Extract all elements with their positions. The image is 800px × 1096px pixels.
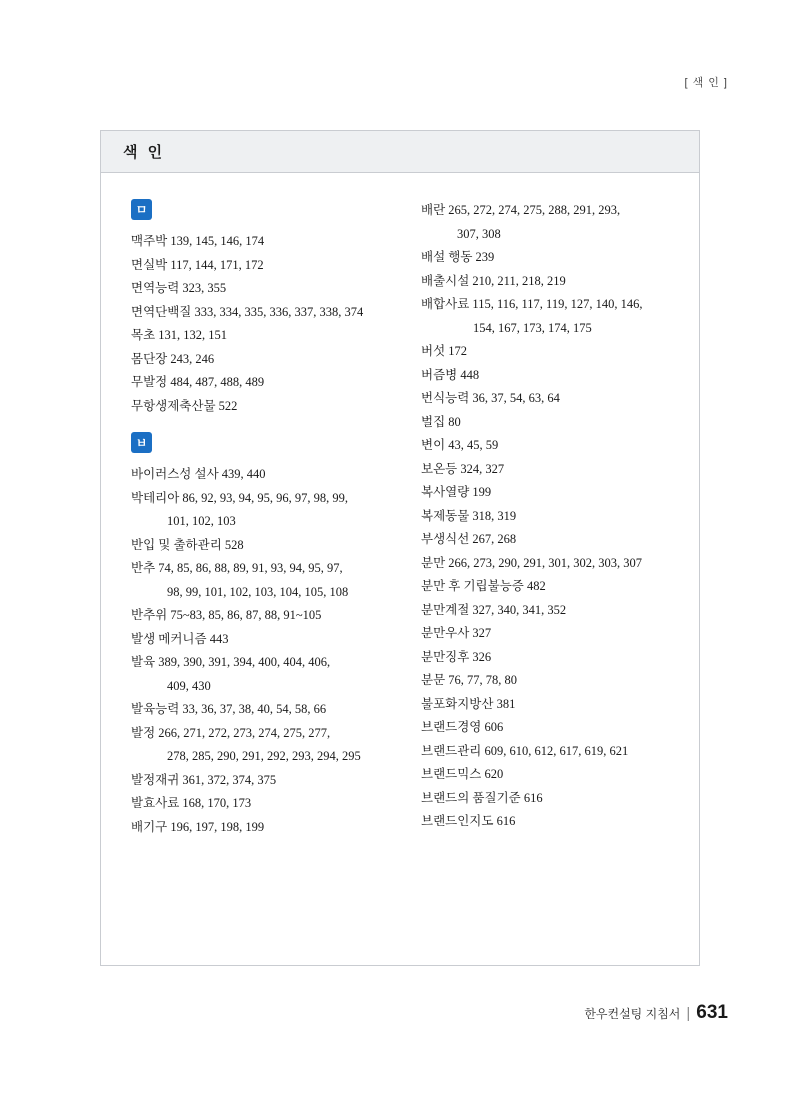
index-entry: 분만징후 326 [421, 649, 492, 664]
index-entry: 브랜드의 품질기준 616 [421, 790, 543, 805]
index-entry-continuation: 307, 308 [457, 226, 501, 241]
index-entry-line: 박테리아 86, 92, 93, 94, 95, 96, 97, 98, 99, [131, 490, 349, 505]
index-entry: 분만계절 327, 340, 341, 352 [421, 602, 567, 617]
index-column-right [409, 193, 681, 839]
index-panel [100, 130, 700, 966]
index-entry: 브랜드인지도 616 [421, 814, 516, 828]
index-entry-line: 배란 265, 272, 274, 275, 288, 291, 293, [421, 203, 621, 217]
index-entry: 몸단장 243, 246 [131, 351, 215, 366]
index-entry: 발육능력 33, 36, 37, 38, 40, 54, 58, 66 [131, 702, 327, 716]
index-entry: 면역단백질 333, 334, 335, 336, 337, 338, 374 [131, 304, 364, 319]
index-entry: 발생 메커니즘 443 [131, 631, 229, 646]
index-entry: 발정재귀 361, 372, 374, 375 [131, 772, 277, 787]
index-entry: 맥주박 139, 145, 146, 174 [131, 234, 265, 248]
index-columns [101, 173, 699, 839]
index-entry-continuation: 278, 285, 290, 291, 292, 293, 294, 295 [167, 749, 361, 763]
page-number: 631 [696, 1002, 728, 1023]
index-entry: 변이 43, 45, 59 [421, 438, 499, 452]
index-entry: 무발정 484, 487, 488, 489 [131, 375, 265, 389]
index-entry-continuation: 98, 99, 101, 102, 103, 104, 105, 108 [167, 584, 349, 599]
index-entry: 복제동물 318, 319 [421, 508, 517, 523]
index-entry: 브랜드경영 606 [421, 720, 504, 734]
index-entry-continuation: 101, 102, 103 [167, 514, 236, 528]
index-entry: 부생식선 267, 268 [421, 532, 517, 546]
letter-badge-bieup: ㅂ [131, 432, 152, 453]
index-entry: 면실박 117, 144, 171, 172 [131, 257, 264, 272]
index-column-left [119, 193, 391, 839]
index-entry: 배설 행동 239 [421, 250, 495, 264]
index-entry [119, 487, 391, 534]
index-entry [119, 557, 391, 604]
index-title: 색 인 [123, 144, 166, 161]
index-entry: 발효사료 168, 170, 173 [131, 796, 252, 810]
index-entry: 무항생제축산물 522 [131, 398, 238, 413]
index-entry: 불포화지방산 381 [421, 696, 516, 711]
index-entry [119, 651, 391, 698]
index-entry: 목초 131, 132, 151 [131, 328, 228, 342]
page-footer [584, 1002, 728, 1024]
index-entry [409, 199, 681, 246]
index-entry-line: 발육 389, 390, 391, 394, 400, 404, 406, [131, 655, 331, 669]
index-entry: 반입 및 출하관리 528 [131, 537, 244, 552]
index-entry: 배기구 196, 197, 198, 199 [131, 819, 265, 834]
index-entry: 보온등 324, 327 [421, 461, 505, 476]
index-entry: 번식능력 36, 37, 54, 63, 64 [421, 391, 560, 405]
index-entry-line: 발정 266, 271, 272, 273, 274, 275, 277, [131, 725, 331, 740]
index-entry: 분문 76, 77, 78, 80 [421, 673, 518, 687]
index-entry: 분만 후 기립불능증 482 [421, 579, 546, 593]
index-entry: 분만 266, 273, 290, 291, 301, 302, 303, 307 [421, 555, 643, 570]
index-entry: 면역능력 323, 355 [131, 281, 227, 295]
footer-book-title: 한우컨설팅 지침서 [584, 1007, 681, 1021]
index-entry-line: 배합사료 115, 116, 117, 119, 127, 140, 146, [421, 297, 643, 311]
index-entry: 브랜드믹스 620 [421, 767, 504, 781]
index-entry: 반추위 75~83, 85, 86, 87, 88, 91~105 [131, 608, 322, 622]
index-entry: 브랜드관리 609, 610, 612, 617, 619, 621 [421, 743, 629, 758]
letter-badge-mieum: ㅁ [131, 199, 152, 220]
running-head: [ 색 인 ] [684, 77, 728, 89]
index-entry: 복사열량 199 [421, 485, 492, 499]
index-entry: 버즘병 448 [421, 367, 480, 382]
index-entry [119, 722, 391, 769]
index-entry-continuation: 409, 430 [167, 678, 211, 693]
index-entry [409, 293, 681, 340]
index-entry-line: 반추 74, 85, 86, 88, 89, 91, 93, 94, 95, 97, [131, 561, 343, 575]
index-entry: 분만우사 327 [421, 626, 492, 640]
index-entry-continuation: 154, 167, 173, 174, 175 [473, 320, 592, 335]
index-entry: 바이러스성 설사 439, 440 [131, 467, 266, 481]
index-entry: 버섯 172 [421, 344, 468, 358]
index-title-bar [101, 131, 699, 173]
index-entry: 배출시설 210, 211, 218, 219 [421, 273, 566, 288]
index-entry: 벌집 80 [421, 414, 461, 429]
footer-separator: | [686, 1005, 691, 1022]
